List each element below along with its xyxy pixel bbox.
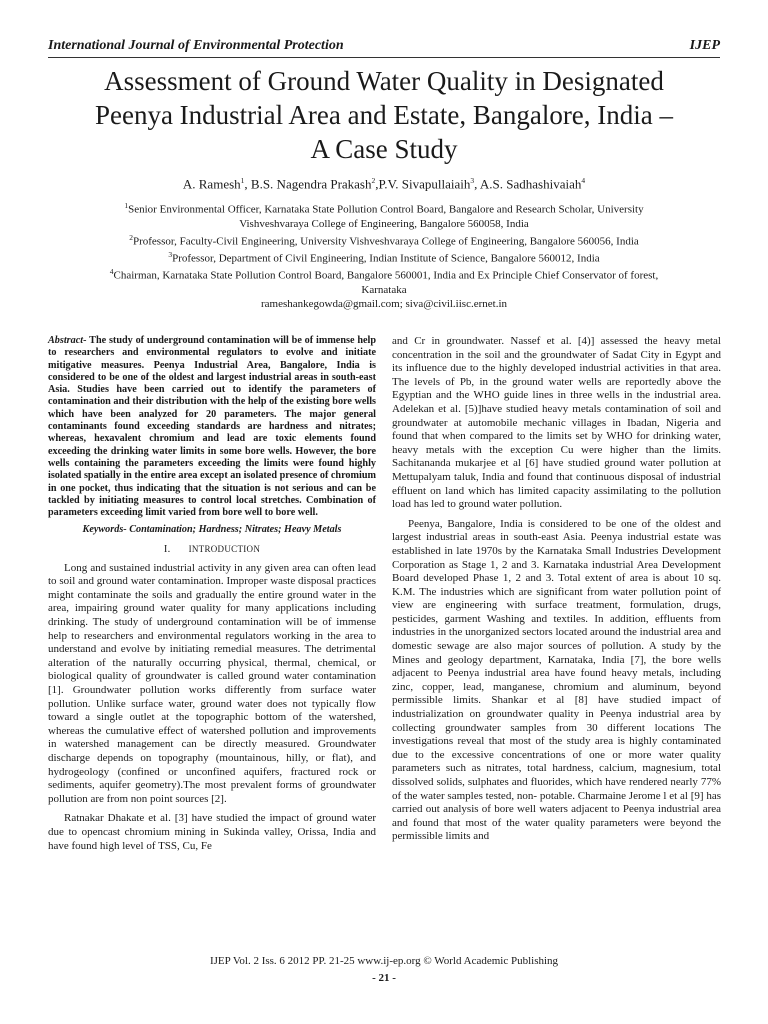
affiliation-4-line-2: Karnataka — [361, 283, 407, 296]
author-1: A. Ramesh — [182, 176, 241, 192]
affiliation-2-text: Professor, Faculty-Civil Engineering, University Vishveshvaraya College of Engineering, Bangalore 560056, India — [132, 235, 639, 248]
author-3: ,P.V. Sivapullaiaih — [375, 176, 471, 192]
author-list: A. Ramesh$^1$, B.S. Nagendra Prakash$^2$,P.V. Sivapullaiaih$^3$, A.S. Sadhashivaiah$^4$ — [182, 176, 586, 192]
abstract-lead: Abstract- — [48, 335, 87, 346]
paper-title — [40, 64, 728, 166]
journal-name: International Journal of Environmental Protection — [48, 38, 344, 53]
footer-citation: IJEP Vol. 2 Iss. 6 2012 PP. 21-25 www.ij-ep.org © World Academic Publishing — [209, 955, 559, 967]
affiliation-1: $^1$Senior Environmental Officer, Karnataka State Pollution Control Board, Bangalore and Research Scholar, University Vishveshvaraya College of Engineering, Bangalore 560058, India — [124, 201, 644, 230]
title-line-3: A Case Study — [310, 134, 458, 165]
intro-paragraph-3: Peenya, Bangalore, India is considered to be one of the oldest and largest industrial areas in south-east Asia. Peenya industrial estate was established in late 1970s by the Karnataka Small Industries Development Corporation as Stage 1, 2 and 3. Karnataka industrial Area Development Board developed Phase 1, 2 and 3. Total extent of area is about 10 sq. K.M. The industries which are significant from water pollution point of view are engineering with surface treatment, formulation, drugs, pesticides, garment Washing and textiles. In addition, effluents from industries in the unorganized sectors located around the industrial area and domestic sewage are also major sources of pollution. A study by the Mines and geology department, Karnataka, India [7], the bore wells adjacent to Peenya industrial area have found heavy metals, including zinc, copper, lead, manganese, chromium and aluminum, beyond permissible limits. Shankar et al [8] have studied impact of industrialization on groundwater quality in Peenya industrial area by collecting groundwater samples from 30 different locations The investigations reveal that most of the study area is highly contaminated due to the excessive concentrations of one or more water quality parameters such as nitrates, total hardness, calcium, magnesium, total dissolved solids, sulphates and fluorides, which have rendered nearly 77% of the water samples tested, non- potable. Charmaine Jerome l et al [9] has carried out analysis of bore well waters adjacent to Peenya industrial area and found that most of the water quality parameters were beyond the permissible limits and — [392, 517, 721, 843]
affiliation-3-text: Professor, Department of Civil Engineering, Indian Institute of Science, Bangalore 560012, India — [172, 252, 600, 265]
author-emails: rameshankegowda@gmail.com; siva@civil.iisc.ernet.in — [261, 298, 507, 310]
title-line-1: Assessment of Ground Water Quality in Designated — [104, 66, 664, 96]
right-column — [392, 335, 721, 844]
affiliation-4-line-1: Chairman, Karnataka State Pollution Control Board, Bangalore 560001, India and Ex Principle Chief Conservator of forest, — [113, 269, 659, 282]
abstract — [48, 335, 376, 519]
title-line-2: Peenya Industrial Area and Estate, Bangalore, India – — [94, 100, 674, 131]
running-header — [48, 38, 720, 58]
keywords: Keywords- Contamination; Hardness; Nitrates; Heavy Metals — [82, 524, 342, 536]
affiliation-2: $^2$Professor, Faculty-Civil Engineering, University Vishveshvaraya College of Engineering, Bangalore 560056, India — [129, 233, 639, 248]
left-column — [48, 335, 376, 853]
affiliation-1-line-1: Senior Environmental Officer, Karnataka State Pollution Control Board, Bangalore and Research Scholar, University — [128, 203, 644, 216]
intro-paragraph-2-continued: and Cr in groundwater. Nassef et al. [4)] assessed the heavy metal concentration in the soil and the groundwater of Sadat City in Egypt and its influence due to the highly developed industrial activities in that area. The levels of Pb, in the ground water wells are reportedly above the Egyptian and the WHO guide lines in three wells in the industrial area. Adelekan et al. [5)]have studied heavy metals contamination of soil and groundwater at automobile mechanic villages in Ibadan, Nigeria and found that when compared to the limits set by WHO for drinking water, heavy metals with the exception Cu were higher than the limits. Sachitananda mukarjee et al [6] have studied ground water pollution at Mettupalyam taluk, India and found that continuous disposal of industrial effluent on land which has limited capacity assimilating to the pollution load has led to ground water pollution. — [392, 335, 721, 511]
affiliation-4: $^4$Chairman, Karnataka State Pollution Control Board, Bangalore 560001, India and Ex Principle Chief Conservator of forest, Karnataka — [109, 267, 659, 296]
page-number: - 21 - — [372, 972, 396, 984]
abstract-body: The study of underground contamination will be of immense help to researchers and environmental regulators to evolve and initiate mitigative measures. Peenya Industrial Area, Bangalore, India is considered to be one of the oldest and largest industrial areas in south-east Asia. Studies have been carried out to identify the parameters of contamination and their distribution with the help of the existing bore wells which have been analyzed for 20 parameters. The major general contaminants found exceeding standards are hardness and nitrates; whereas, hexavalent chromium and lead are toxic elements found exceeding the drinking water limits in some bore wells. However, the bore wells containing the parameters exceeding the limits were found highly isolated spatially in the entire area except an isolated presence of chromium in one pocket, thus indicating that the situation is not serious and can be tackled by initiating measures to control local stretches. Combination of parameters exceeding limit varied from bore well to bore well. — [48, 335, 376, 519]
section-heading-introduction — [48, 543, 376, 557]
affiliation-3: $^3$Professor, Department of Civil Engineering, Indian Institute of Science, Bangalore 560012, India — [168, 250, 600, 265]
author-2: , B.S. Nagendra Prakash — [244, 176, 372, 192]
author-4: , A.S. Sadhashivaiah — [474, 176, 582, 192]
intro-paragraph-2: Ratnakar Dhakate et al. [3] have studied the impact of ground water due to opencast chromium mining in Sukinda valley, Orissa, India and have found high level of TSS, Cu, Fe — [48, 812, 376, 852]
section-number: I. — [163, 544, 171, 556]
journal-abbrev: IJEP — [689, 38, 720, 53]
section-title: INTRODUCTION — [188, 544, 261, 555]
affiliation-1-line-2: Vishveshvaraya College of Engineering, Bangalore 560058, India — [239, 217, 529, 230]
intro-paragraph-1: Long and sustained industrial activity in any given area can often lead to soil and ground water contamination. Improper waste disposal practices might contaminate the soils and gradually the entire ground water in the area, impairing ground water quality for many applications including drinking. The study of underground contamination will be of immense help to researchers and environmental regulators working in the area to understand and evolve by initiating remedial measures. The detrimental alteration of the naturally occurring physical, thermal, chemical, or biological quality of groundwater is called ground water contamination [1]. Groundwater pollution works differently from surface water pollution. Unlike surface water, ground water does not typically flow toward a single outlet at the topographic bottom of the watershed, whereas the cumulative effect of watershed pollution and improvements in watershed management can be directly measured. Groundwater discharge depends on topography (mountainous, hilly, or flat), and hydrogeology (confined or unconfined aquifers, fractured rock or sediments, aquifer geometry).The most prevalent forms of groundwater pollution are from non point sources [2]. — [48, 561, 376, 805]
page-footer — [48, 953, 720, 987]
